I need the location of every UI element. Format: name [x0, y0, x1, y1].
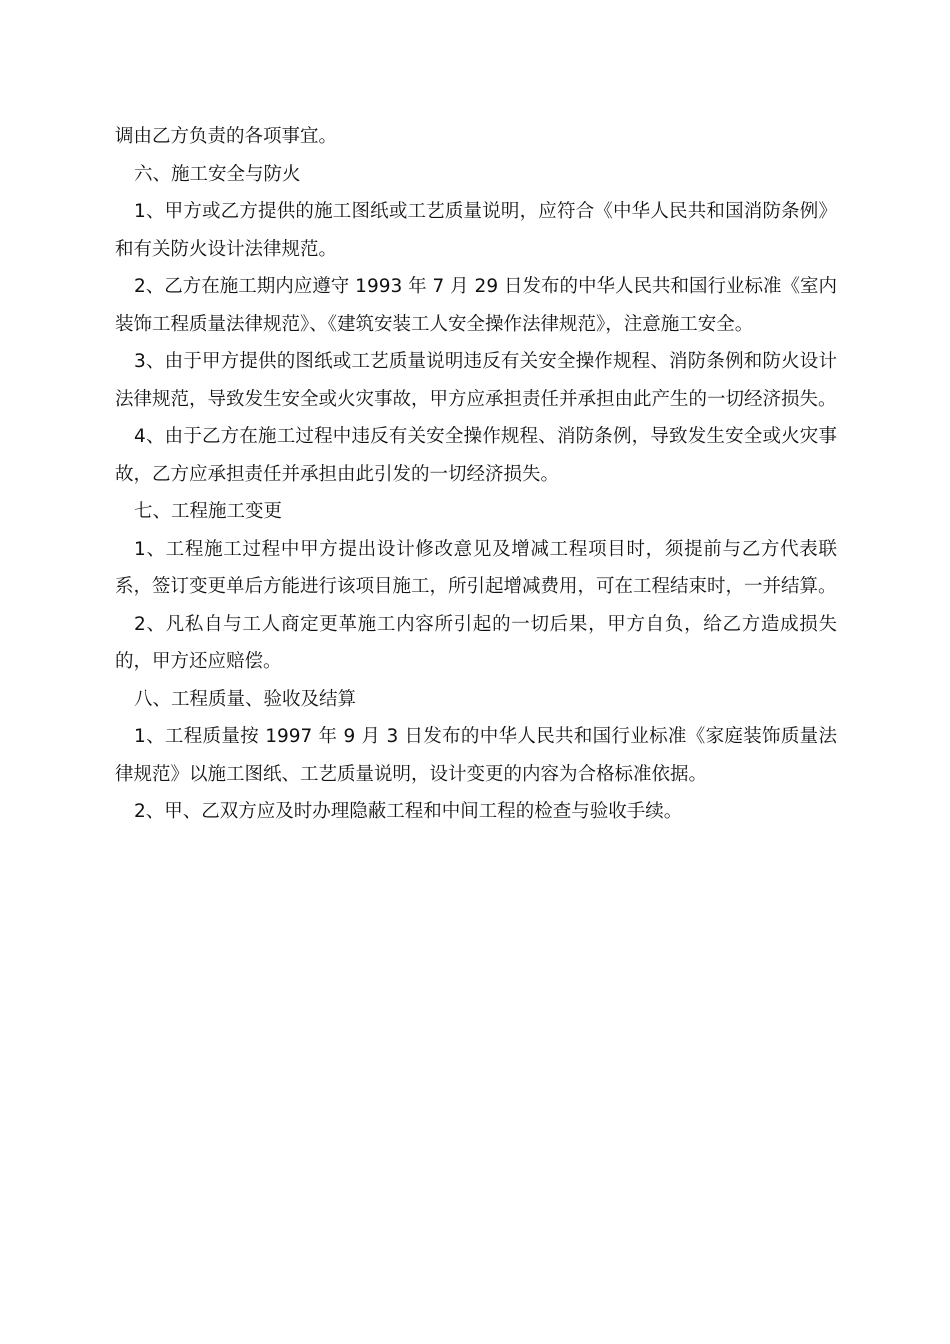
section-heading-seven: 七、工程施工变更 — [134, 501, 283, 522]
document-body — [115, 118, 837, 831]
clause-8-2: 2、甲、乙双方应及时办理隐蔽工程和中间工程的检查与验收手续。 — [134, 801, 683, 822]
clause-8-1: 1、工程质量按 1997 年 9 月 3 日发布的中华人民共和国行业标准《家庭装饰质量法律规范》以施工图纸、工艺质量说明，设计变更的内容为合格标准依据。 — [115, 726, 837, 785]
clause-6-4: 4、由于乙方在施工过程中违反有关安全操作规程、消防条例，导致发生安全或火灾事故，乙方应承担责任并承担由此引发的一切经济损失。 — [115, 426, 837, 485]
clause-6-2: 2、乙方在施工期内应遵守 1993 年 7 月 29 日发布的中华人民共和国行业标准《室内装饰工程质量法律规范》、《建筑安装工人安全操作法律规范》，注意施工安全。 — [115, 276, 837, 335]
paragraph-continuation: 调由乙方负责的各项事宜。 — [115, 126, 338, 147]
section-heading-six: 六、施工安全与防火 — [134, 163, 301, 185]
clause-6-1: 1、甲方或乙方提供的施工图纸或工艺质量说明，应符合《中华人民共和国消防条例》和有关防火设计法律规范。 — [115, 201, 837, 260]
clause-7-2: 2、凡私自与工人商定更革施工内容所引起的一切后果，甲方自负，给乙方造成损失的，甲方还应赔偿。 — [115, 613, 837, 672]
clause-6-3: 3、由于甲方提供的图纸或工艺质量说明违反有关安全操作规程、消防条例和防火设计法律规范，导致发生安全或火灾事故，甲方应承担责任并承担由此产生的一切经济损失。 — [115, 351, 837, 410]
clause-7-1: 1、工程施工过程中甲方提出设计修改意见及增减工程项目时，须提前与乙方代表联系，签订变更单后方能进行该项目施工，所引起增减费用，可在工程结束时，一并结算。 — [115, 538, 837, 597]
section-heading-eight: 八、工程质量、验收及结算 — [134, 688, 357, 710]
